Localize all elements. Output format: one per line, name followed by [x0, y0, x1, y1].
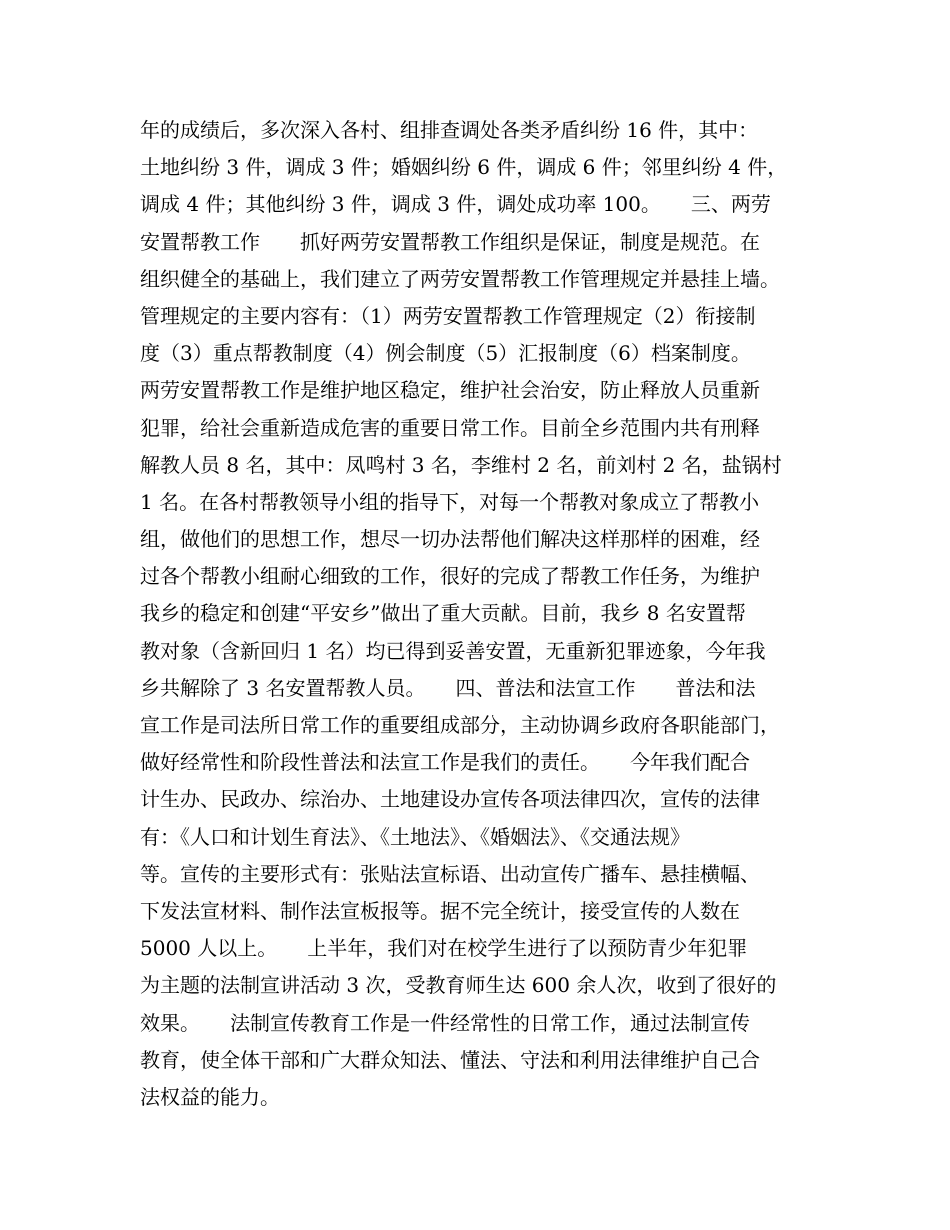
text-line: 计生办、民政办、综治办、土地建设办宣传各项法律四次，宣传的法律	[140, 787, 760, 812]
text-line: 等。宣传的主要形式有：张贴法宣标语、出动宣传广播车、悬挂横幅、	[140, 861, 760, 886]
text-line: 下发法宣材料、制作法宣板报等。据不完全统计，接受宣传的人数在	[140, 898, 740, 923]
text-line: 1 名。在各村帮教领导小组的指导下，对每一个帮教对象成立了帮教小	[140, 489, 760, 514]
text-line: 教育，使全体干部和广大群众知法、懂法、守法和利用法律维护自己合	[140, 1047, 760, 1072]
text-line: 组织健全的基础上，我们建立了两劳安置帮教工作管理规定并悬挂上墙。	[140, 266, 780, 291]
text-line: 乡共解除了 3 名安置帮教人员。 四、普法和法宣工作 普法和法	[140, 675, 756, 700]
text-line: 效果。 法制宣传教育工作是一件经常性的日常工作，通过法制宣传	[140, 1010, 750, 1035]
document-body	[140, 112, 820, 1116]
text-line: 管理规定的主要内容有：（1）两劳安置帮教工作管理规定（2）衔接制	[140, 303, 756, 328]
text-line: 组，做他们的思想工作，想尽一切办法帮他们解决这样那样的困难，经	[140, 527, 760, 552]
text-line: 法权益的能力。	[140, 1084, 280, 1109]
text-line: 安置帮教工作 抓好两劳安置帮教工作组织是保证，制度是规范。在	[140, 229, 760, 254]
text-line: 做好经常性和阶段性普法和法宣工作是我们的责任。 今年我们配合	[140, 750, 750, 775]
text-line: 犯罪，给社会重新造成危害的重要日常工作。目前全乡范围内共有刑释	[140, 415, 760, 440]
text-line: 过各个帮教小组耐心细致的工作，很好的完成了帮教工作任务，为维护	[140, 564, 760, 589]
text-line: 度（3）重点帮教制度（4）例会制度（5）汇报制度（6）档案制度。	[140, 341, 751, 366]
text-line: 两劳安置帮教工作是维护地区稳定，维护社会治安，防止释放人员重新	[140, 378, 760, 403]
text-line: 年的成绩后，多次深入各村、组排查调处各类矛盾纠纷 16 件，其中：	[140, 118, 759, 142]
text-line: 解教人员 8 名，其中：凤鸣村 3 名，李维村 2 名，前刘村 2 名，盐锅村	[140, 452, 782, 477]
text-line: 我乡的稳定和创建“平安乡”做出了重大贡献。目前，我乡 8 名安置帮	[140, 601, 746, 626]
text-line: 教对象（含新回归 1 名）均已得到妥善安置，无重新犯罪迹象，今年我	[140, 638, 766, 663]
text-line: 宣工作是司法所日常工作的重要组成部分，主动协调乡政府各职能部门，	[140, 713, 780, 737]
text-line: 调成 4 件；其他纠纷 3 件，调成 3 件，调处成功率 100。 三、两劳	[140, 192, 771, 217]
text-line: 土地纠纷 3 件，调成 3 件；婚姻纠纷 6 件，调成 6 件；邻里纠纷 4 件，	[140, 155, 788, 180]
text-line: 为主题的法制宣讲活动 3 次，受教育师生达 600 余人次，收到了很好的	[140, 973, 777, 998]
text-line: 5000 人以上。 上半年，我们对在校学生进行了以预防青少年犯罪	[140, 936, 748, 961]
text-line: 有：《人口和计划生育法》、《土地法》、《婚姻法》、《交通法规》	[140, 824, 690, 849]
